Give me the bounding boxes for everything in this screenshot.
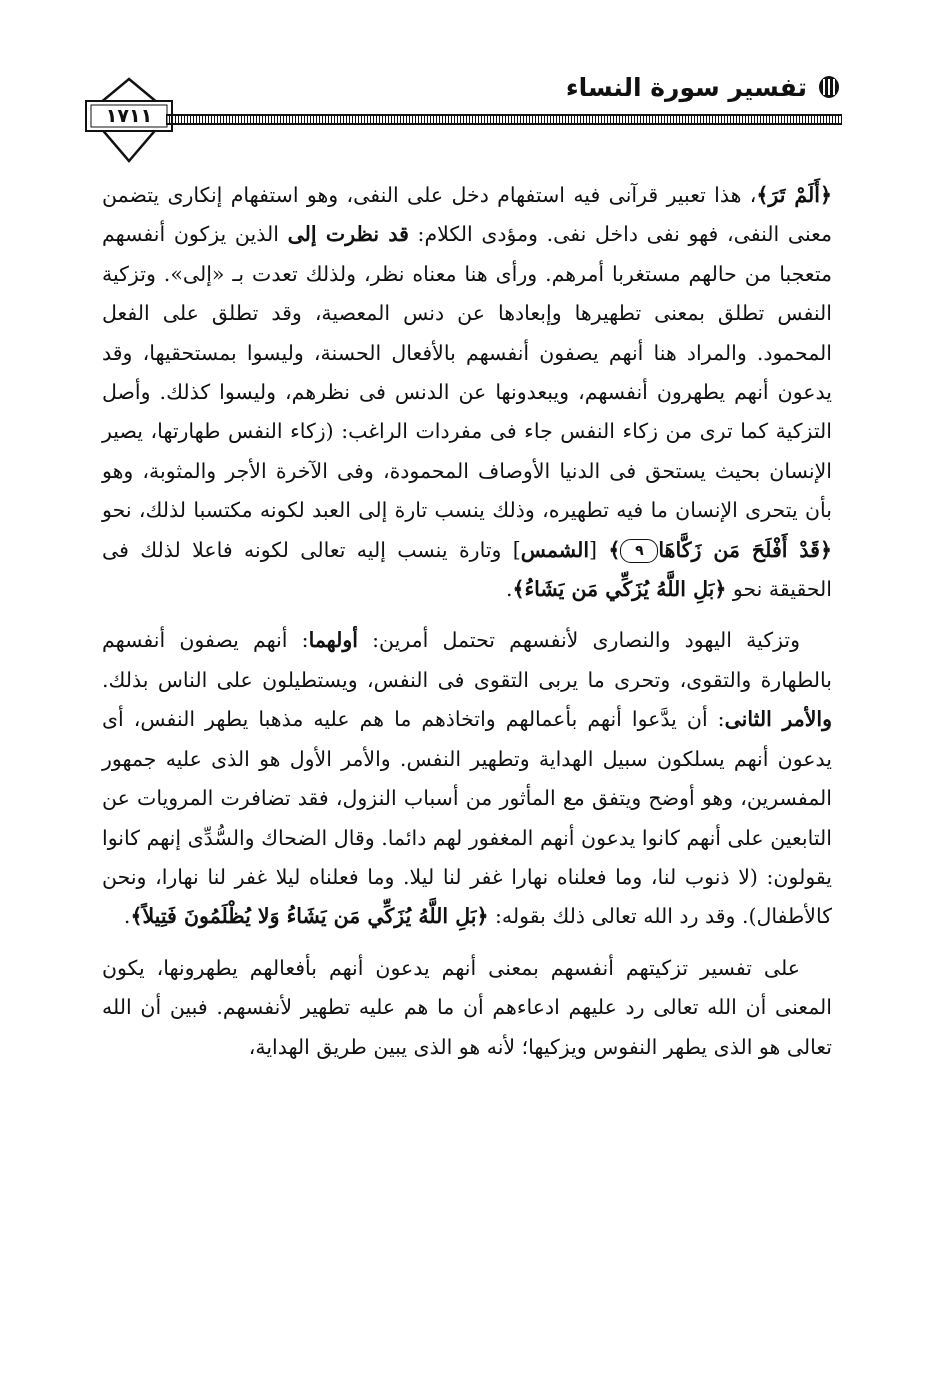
quran-verse: ﴿بَلِ اللَّهُ يُزَكِّي مَن يَشَاءُ وَلا يُظْلَمُونَ فَتِيلاً﴾	[130, 904, 489, 929]
body-text-run: ، هذا تعبير قرآنى فيه استفهام دخل على النفى، وهو استفهام إنكارى يتضمن معنى النفى، فهو نفى داخل نفى. ومؤدى الكلام:	[102, 183, 832, 247]
ayah-number-marker: ٩	[620, 539, 658, 563]
header-rule	[166, 114, 842, 125]
quran-verse: ﴿أَلَمْ تَرَ﴾	[756, 183, 832, 207]
body-text-run: على تفسير تزكيتهم أنفسهم بمعنى أنهم يدعون أنهم بأفعالهم يطهرونها، يكون المعنى أن الله تعالى رد عليهم ادعاءهم أن ما هم عليه تطهير لأنفسهم. فبين أن الله تعالى هو الذى يطهر النفوس ويزكيها؛ لأنه هو الذى يبين طريق الهداية،	[102, 955, 832, 1059]
title-ornament-icon	[817, 74, 841, 100]
paragraph	[102, 621, 832, 936]
body-text-run: : أن يدَّعوا أنهم بأعمالهم واتخاذهم ما هم عليه مذهبا يطهر النفس، أى يدعون أنهم يسلكون سبيل الهداية وتطهير النفس. والأمر الأول هو الذى عليه جمهور المفسرين، وهو أوضح ويتفق مع المأثور من أسباب النزول، فقد تضافرت المرويات عن التابعين على أنهم كانوا يدعون أنهم المغفور لهم دائما. وقال الضحاك والسُّدِّى إنهم كانوا يقولون: (لا ذنوب لنا، وما فعلناه نهارا غفر لنا ليلا. وما فعلناه ليلا غفر لنا نهارا، ونحن كالأطفال). وقد رد الله تعالى ذلك بقوله:	[102, 707, 832, 929]
paragraph	[102, 176, 832, 609]
running-title: تفسير سورة النساء	[565, 73, 807, 102]
body-text	[102, 176, 832, 1067]
body-text-run: : أنهم يصفون أنفسهم بالطهارة والتقوى، وتحرى ما يربى التقوى فى النفس، ويستطيلون على الناس بذلك.	[102, 628, 832, 692]
emphasis-text: والأمر الثانى	[724, 707, 832, 732]
emphasis-text: الشمس	[520, 537, 590, 562]
page-header	[0, 0, 925, 170]
quran-verse: ﴾	[608, 537, 621, 562]
emphasis-text: أولهما	[308, 628, 358, 653]
quran-verse: ﴿قَدْ أَفْلَحَ مَن زَكَّاهَا	[658, 537, 832, 562]
emphasis-text: قد نظرت إلى	[287, 222, 409, 247]
body-text-run: ] وتارة ينسب إليه تعالى لكونه فاعلا لذلك فى الحقيقة نحو	[102, 537, 832, 602]
paragraph	[102, 949, 832, 1067]
body-text-run: .	[505, 577, 513, 602]
page-number: ١٧١١	[105, 105, 153, 127]
body-text-run: وتزكية اليهود والنصارى لأنفسهم تحتمل أمرين:	[357, 628, 800, 653]
quran-verse: ﴿بَلِ اللَّهُ يُزَكِّي مَن يَشَاءُ﴾	[512, 577, 727, 602]
body-text-run: [	[589, 537, 609, 562]
body-text-run: الذين يزكون أنفسهم متعجبا من حالهم مستغربا أمرهم. ورأى هنا معناه نظر، ولذلك تعدت بـ «إلى». وتزكية النفس تطلق بمعنى تطهيرها وإبعادها عن دنس المعصية، وقد تطلق على الفعل المحمود. والمراد هنا أنهم يصفون أنفسهم بالأفعال الحسنة، وليسوا بمستحقيها، وقد يدعون أنهم يطهرون أنفسهم، ويبعدونها عن الدنس فى نظرهم، وليسوا كذلك. وأصل التزكية كما ترى من زكاء النفس جاء فى مفردات الراغب: (زكاء النفس طهارتها، يصير الإنسان بحيث يستحق فى الدنيا الأوصاف المحمودة، وفى الآخرة الأجر والمثوبة، وهو بأن يتحرى الإنسان ما فيه تطهيره، وذلك ينسب تارة إلى العبد لكونه مكتسبا لذلك، نحو	[102, 222, 832, 523]
body-text-run: .	[123, 904, 131, 929]
